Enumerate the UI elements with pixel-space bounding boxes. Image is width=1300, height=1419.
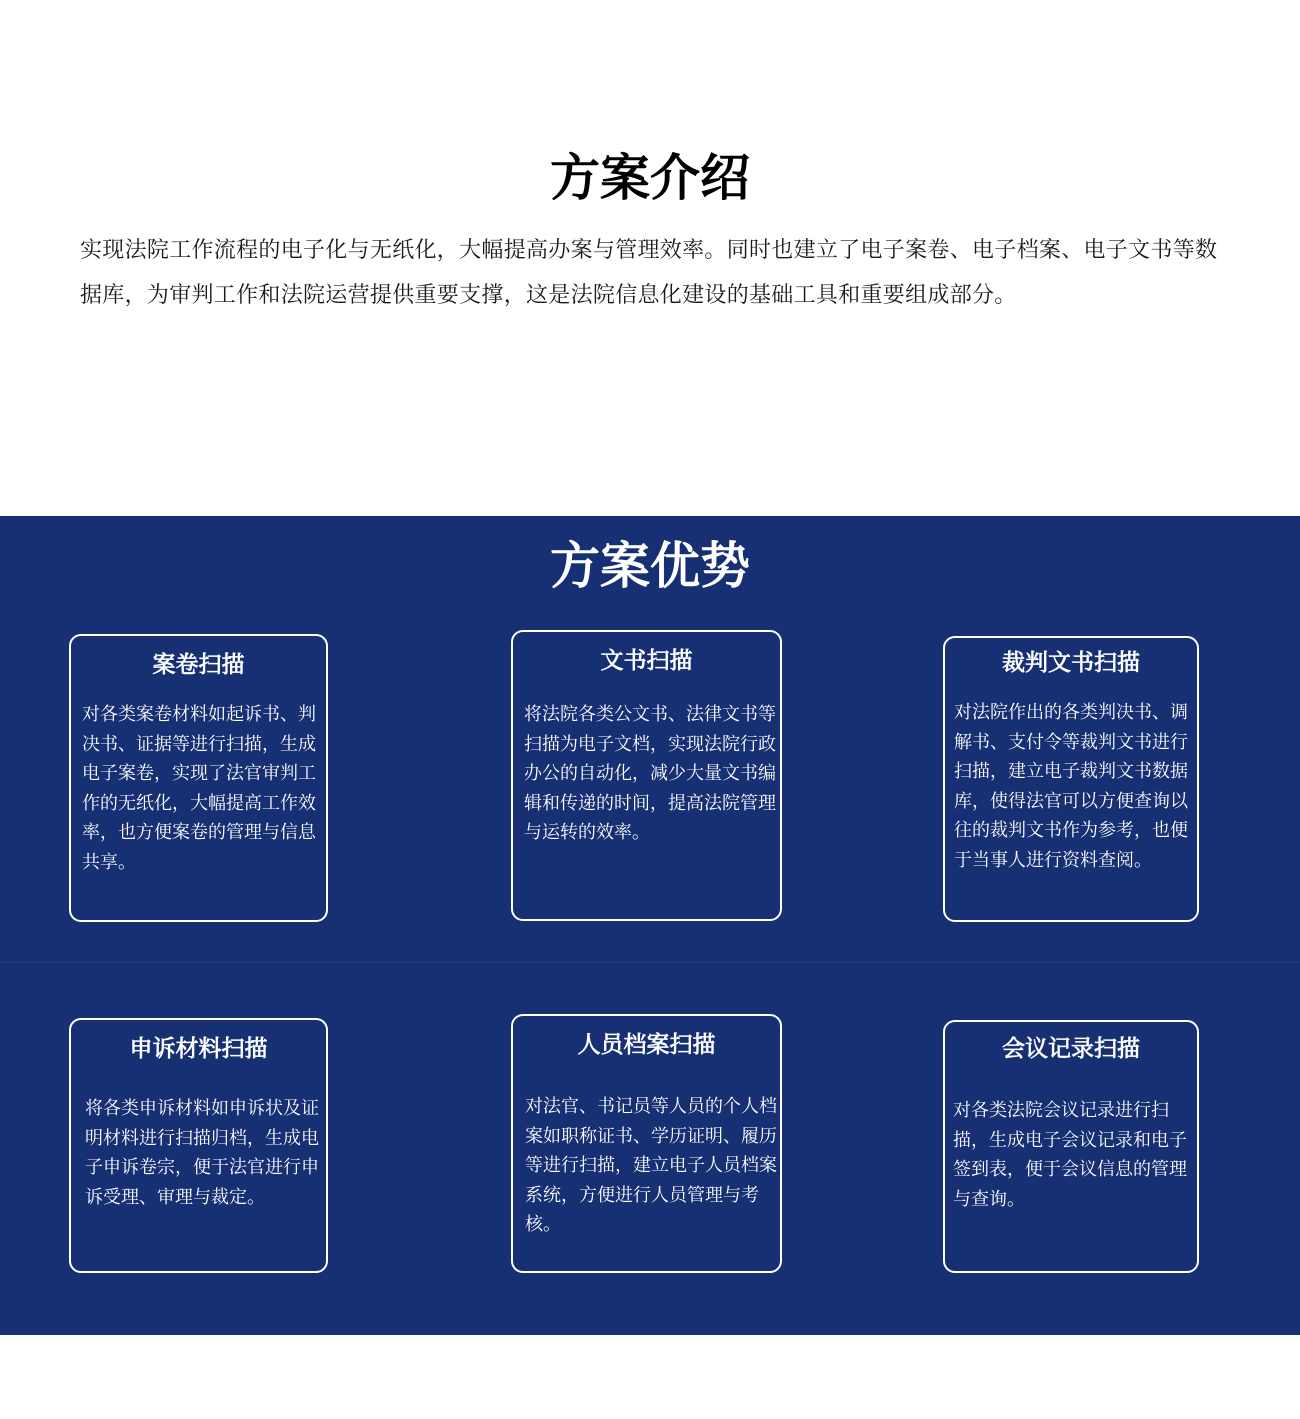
card-title: 案卷扫描 bbox=[152, 652, 245, 678]
card-title: 会议记录扫描 bbox=[1002, 1036, 1140, 1062]
card-title: 裁判文书扫描 bbox=[1002, 650, 1140, 676]
card-text: 将各类申诉材料如申诉状及证明材料进行扫描归档，生成电子申诉卷宗，便于法官进行申诉受理、审理与裁定。 bbox=[85, 1098, 319, 1208]
card-text: 对法院作出的各类判决书、调解书、支付令等裁判文书进行扫描，建立电子裁判文书数据库，使得法官可以方便查询以往的裁判文书作为参考，也便于当事人进行资料查阅。 bbox=[954, 702, 1188, 871]
card-meeting-record-scan bbox=[943, 1020, 1199, 1273]
advantages-title: 方案优势 bbox=[550, 537, 750, 595]
card-personnel-archive-scan bbox=[511, 1014, 782, 1273]
card-judgment-document-scan bbox=[943, 636, 1199, 922]
card-case-file-scan bbox=[69, 634, 328, 922]
section-divider bbox=[0, 962, 1300, 963]
intro-text: 实现法院工作流程的电子化与无纸化，大幅提高办案与管理效率。同时也建立了电子案卷、电子档案、电子文书等数据库，为审判工作和法院运营提供重要支撑，这是法院信息化建设的基础工具和重要组成部分。 bbox=[80, 238, 1218, 308]
card-document-scan bbox=[511, 630, 782, 921]
card-appeal-material-scan bbox=[69, 1018, 328, 1273]
card-title: 文书扫描 bbox=[600, 648, 693, 674]
intro-title: 方案介绍 bbox=[550, 149, 750, 207]
intro-section bbox=[0, 0, 1300, 516]
advantages-section bbox=[0, 516, 1300, 1335]
bottom-spacer bbox=[0, 1335, 1300, 1419]
card-text: 对各类法院会议记录进行扫描，生成电子会议记录和电子签到表，便于会议信息的管理与查询。 bbox=[953, 1100, 1187, 1210]
card-title: 人员档案扫描 bbox=[577, 1032, 716, 1058]
card-text: 对各类案卷材料如起诉书、判决书、证据等进行扫描，生成电子案卷，实现了法官审判工作的无纸化，大幅提高工作效率，也方便案卷的管理与信息共享。 bbox=[82, 704, 316, 873]
card-text: 将法院各类公文书、法律文书等扫描为电子文档，实现法院行政办公的自动化，减少大量文书编辑和传递的时间，提高法院管理与运转的效率。 bbox=[524, 704, 776, 843]
card-title: 申诉材料扫描 bbox=[129, 1036, 268, 1062]
card-text: 对法官、书记员等人员的个人档案如职称证书、学历证明、履历等进行扫描，建立电子人员档案系统，方便进行人员管理与考核。 bbox=[525, 1096, 777, 1235]
